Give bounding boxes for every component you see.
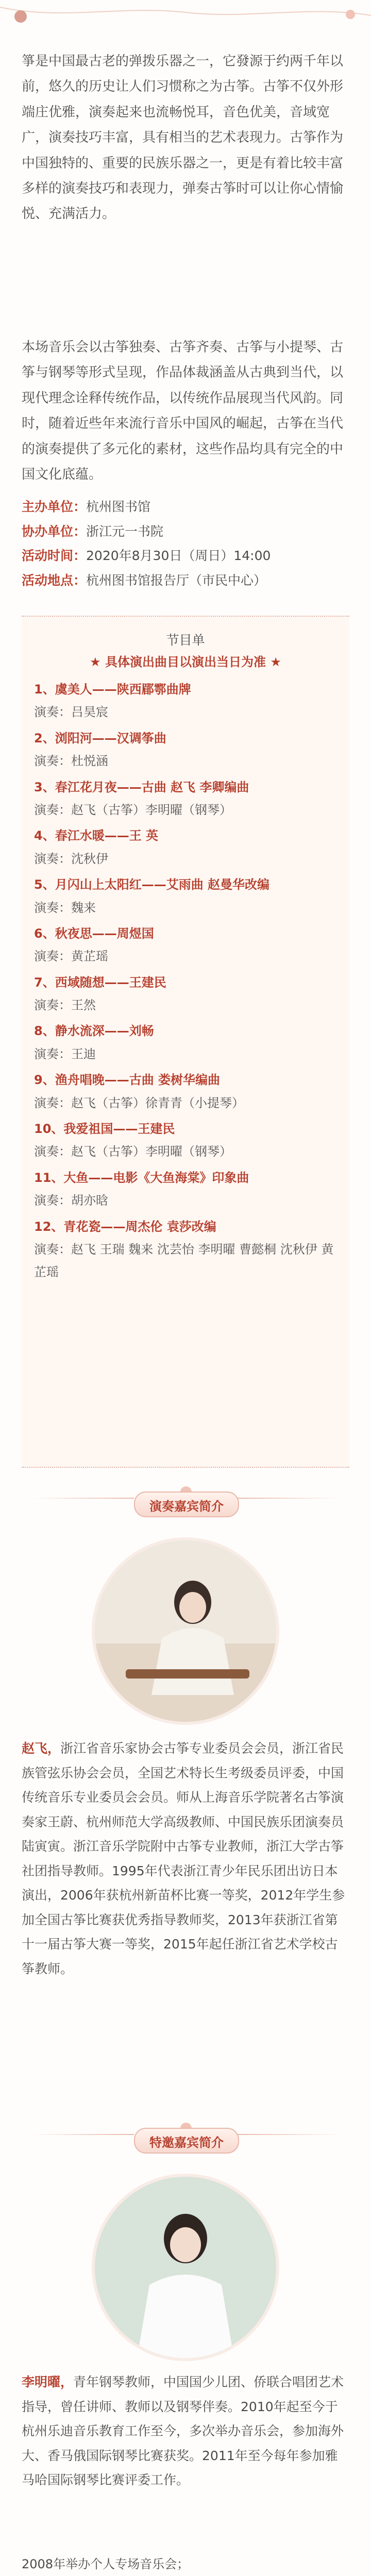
piece-performer: 演奏：魏来 [34, 900, 96, 915]
section-title: 特邀嘉宾简介 [149, 2136, 224, 2150]
piece-performer: 演奏：王迪 [34, 1046, 96, 1061]
program-item [34, 922, 337, 968]
program-item [34, 727, 337, 773]
special-section-header [0, 2123, 371, 2159]
piece-title: 10、我爱祖国——王建民 [34, 1122, 175, 1137]
li-photo-placeholder [95, 2177, 276, 2358]
ornament-line-right [237, 1498, 340, 1499]
program-item [34, 824, 337, 870]
place-value: 杭州图书馆报告厅（市民中心） [86, 572, 267, 588]
zhao-bio-text: 浙江省音乐家协会古筝专业委员会会员，浙江省民族管弦乐协会会员，全国艺术特长生考级委员评委，中国传统音乐专业委员会会员。师从上海音乐学院著名古筝演奏家王蔚、杭州师范大学高级教师、中国民族乐团演奏员陆寅寅。浙江音乐学院附中古筝专业教师，浙江大学古筝社团指导教师。1995年代表浙江青少年民乐团出访日本演出，2006年获杭州新苗杯比赛一等奖，2012年学生参加全国古筝比赛获优秀指导教师奖，2013年获浙江省第十一届古筝大赛一等奖，2015年起任浙江省艺术学校古筝教师。 [22, 1741, 345, 1976]
piece-performer: 演奏：胡亦晗 [34, 1193, 108, 1208]
piece-title: 3、春江花月夜——古曲 赵飞 李卿编曲 [34, 779, 249, 794]
program-item [34, 678, 337, 724]
program-item [34, 971, 337, 1017]
time-value: 2020年8月30日（周日）14:00 [86, 548, 271, 563]
program-subtitle: ★ 具体演出曲目以演出当日为准 ★ [90, 655, 281, 669]
piece-title: 6、秋夜思——周煜国 [34, 926, 154, 941]
piece-performer: 演奏：沈秋伊 [34, 851, 108, 866]
piece-performer: 演奏：赵飞（古筝）李明曜（钢琴） [34, 1144, 232, 1159]
li-name: 李明曜， [22, 2375, 74, 2389]
piece-title: 4、春江水暖——王 英 [34, 828, 159, 843]
performer-section-header [0, 1486, 371, 1522]
intro-paragraph-2: 本场音乐会以古筝独奏、古筝齐奏、古筝与小提琴、古筝与钢琴等形式呈现，作品体裁涵盖从古典到当代，以现代理念诠释传统作品，以传统作品展现当代风韵。同时，随着近些年来流行音乐中国风的崛起，古筝在当代的演奏提供了多元化的素材，这些作品均具有完全的中国文化底蕴。 [22, 340, 344, 482]
section-banner [134, 1492, 239, 1517]
li-bio-text: 青年钢琴教师，中国国少儿团、侨联合唱团艺术指导，曾任讲师、教师以及钢琴伴奏。2010年起至今于杭州乐迪音乐教育工作至今，多次举办音乐会，参加海外大、香马俄国际钢琴比赛获奖。2011年至今每年参加雅马哈国际钢琴比赛评委工作。 [22, 2375, 344, 2487]
li-portrait [95, 2177, 276, 2358]
piece-performer: 演奏：赵飞 王瑞 魏来 沈芸怡 李明曜 曹懿桐 沈秋伊 黄芷瑶 [34, 1242, 334, 1280]
piece-title: 8、静水流深——刘畅 [34, 1024, 154, 1039]
top-ornament [0, 0, 371, 57]
program-title: 节目单 [166, 633, 205, 648]
host-value: 杭州图书馆 [86, 499, 151, 514]
program-item [34, 1117, 337, 1163]
zhao-portrait [95, 1540, 276, 1722]
time-row [22, 544, 349, 568]
award-line: 2008年举办个人专场音乐会； [22, 2557, 190, 2571]
co-row [22, 519, 349, 544]
piece-performer: 演奏：吕昊宸 [34, 705, 108, 720]
piece-performer: 演奏：杜悦涵 [34, 754, 108, 769]
section-banner [134, 2128, 239, 2154]
piece-title: 11、大鱼——电影《大鱼海棠》印象曲 [34, 1170, 249, 1185]
program-item [34, 1166, 337, 1212]
ornament-line-right [237, 2134, 340, 2135]
host-label: 主办单位： [22, 499, 87, 514]
program-item [34, 873, 337, 919]
ornament-line-left [31, 2134, 134, 2135]
host-row [22, 495, 349, 519]
co-label: 协办单位： [22, 523, 87, 539]
piece-title: 7、西域随想——王建民 [34, 975, 166, 990]
piece-performer: 演奏：赵飞（古筝）徐青青（小提琴） [34, 1095, 244, 1110]
piece-title: 12、青花瓷——周杰伦 袁莎改编 [34, 1219, 216, 1234]
place-row [22, 568, 349, 593]
piece-title: 1、虞美人——陕西郿鄠曲牌 [34, 682, 191, 697]
zhao-name: 赵飞， [22, 1741, 61, 1756]
section-title: 演奏嘉宾简介 [149, 1499, 224, 1514]
piece-performer: 演奏：王然 [34, 998, 96, 1013]
intro-paragraph: 箏是中国最古老的弹拨乐器之一，它發源于约两千年以前，悠久的历史让人们习惯称之为古筝。古筝不仅外形端庄优雅，演奏起来也流畅悦耳，音色优美，音域宽广，演奏技巧丰富，具有相当的艺术表现力。古筝作为中国独特的、重要的民族乐器之一，更是有着比较丰富多样的演奏技巧和表现力，弹奏古筝时可以让你心情愉悦、充满活力。 [22, 54, 344, 222]
piece-title: 5、月闪山上太阳红——艾雨曲 赵曼华改编 [34, 877, 270, 892]
li-bio [22, 2370, 349, 2493]
program-list [22, 678, 349, 1284]
program-item [34, 1069, 337, 1114]
piece-performer: 演奏：赵飞（古筝）李明曜（钢琴） [34, 802, 232, 817]
piece-title: 2、浏阳河——汉调筝曲 [34, 731, 166, 745]
program-item [34, 1020, 337, 1065]
event-info [22, 495, 349, 592]
piece-performer: 演奏：黄芷瑶 [34, 949, 108, 964]
zhao-bio [22, 1736, 349, 1981]
ornament-line-left [31, 1498, 134, 1499]
co-value: 浙江元一书院 [86, 523, 164, 539]
zhao-photo-placeholder [95, 1540, 276, 1722]
intro-text [22, 49, 349, 227]
time-label: 活动时间： [22, 548, 87, 563]
program-item [34, 1215, 337, 1284]
intro-text-2 [22, 335, 349, 487]
program-box [22, 616, 349, 1468]
program-item [34, 776, 337, 822]
place-label: 活动地点： [22, 572, 87, 588]
piece-title: 9、渔舟唱晚——古曲 娄树华编曲 [34, 1073, 221, 1088]
li-awards [22, 2553, 349, 2576]
